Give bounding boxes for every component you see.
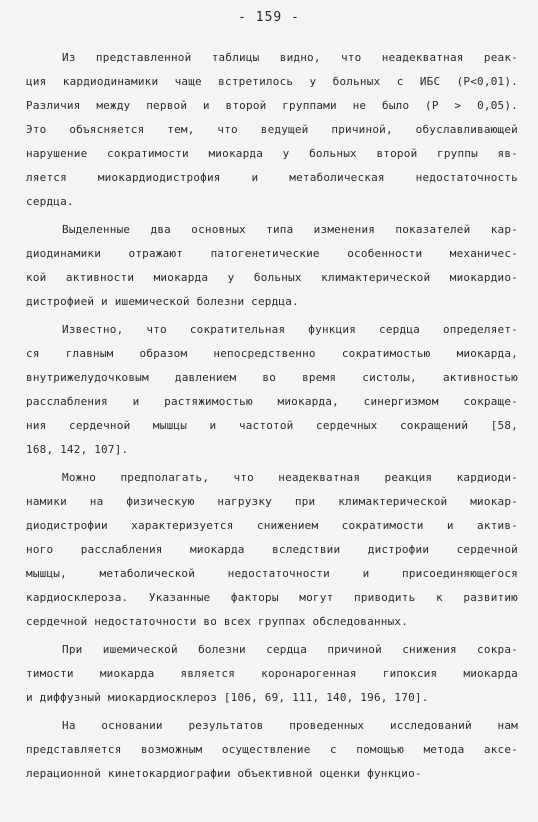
text-line: ция кардиодинамики чаще встретилось у больных с ИБС (P<0,01). xyxy=(26,75,518,88)
text-line: намики на физическую нагрузку при климактерической миокар- xyxy=(26,495,518,508)
text-line: При ишемической болезни сердца причиной снижения сокра- xyxy=(62,643,518,656)
text-line: ного расслабления миокарда вследствии дистрофии сердечной xyxy=(26,543,518,556)
text-line: лерационной кинетокардиографии объективной оценки функцио- xyxy=(26,767,422,780)
text-line: диодинамики отражают патогенетические особенности механичес- xyxy=(26,247,518,260)
text-line: Из представленной таблицы видно, что неадекватная реак- xyxy=(62,51,518,64)
text-line: Известно, что сократительная функция сердца определяет- xyxy=(62,323,518,336)
text-line: диодистрофии характеризуется снижением сократимости и актив- xyxy=(26,519,518,532)
text-line: сердечной недостаточности во всех группах обследованных. xyxy=(26,615,409,628)
text-line: расслабления и растяжимостью миокарда, синергизмом сокраще- xyxy=(26,395,518,408)
text-line: дистрофией и ишемической болезни сердца. xyxy=(26,295,299,308)
text-line: представляется возможным осуществление с помощью метода аксе- xyxy=(26,743,518,756)
paragraph xyxy=(26,218,518,314)
text-line: ния сердечной мышцы и частотой сердечных сокращений [58, xyxy=(26,419,518,432)
text-line: На основании результатов проведенных исследований нам xyxy=(62,719,518,732)
text-line: Различия между первой и второй группами не было (P > 0,05). xyxy=(26,99,518,112)
paragraph xyxy=(26,466,518,634)
text-line: мышцы, метаболической недостаточности и присоединяющегося xyxy=(26,567,518,580)
text-line: Выделенные два основных типа изменения показателей кар- xyxy=(62,223,518,236)
text-line: нарушение сократимости миокарда у больных второй группы яв- xyxy=(26,147,518,160)
text-line: Можно предполагать, что неадекватная реакция кардиоди- xyxy=(62,471,518,484)
paragraph xyxy=(26,318,518,462)
text-line: ляется миокардиодистрофия и метаболическая недостаточность xyxy=(26,171,518,184)
text-line: тимости миокарда является коронарогенная гипоксия миокарда xyxy=(26,667,518,680)
body-text xyxy=(26,46,518,786)
paragraph xyxy=(26,714,518,786)
paragraph xyxy=(26,46,518,214)
page-number: - 159 - xyxy=(238,10,300,25)
paragraph xyxy=(26,638,518,710)
text-line: Это объясняется тем, что ведущей причиной, обуславливающей xyxy=(26,123,518,136)
text-line: сердца. xyxy=(26,195,74,208)
text-line: кардиосклероза. Указанные факторы могут приводить к развитию xyxy=(26,591,518,604)
text-line: 168, 142, 107]. xyxy=(26,443,129,456)
text-line: кой активности миокарда у больных климактерической миокардио- xyxy=(26,271,518,284)
text-line: и диффузный миокардиосклероз [106, 69, 111, 140, 196, 170]. xyxy=(26,691,429,704)
text-line: ся главным образом непосредственно сократимостью миокарда, xyxy=(26,347,518,360)
text-line: внутрижелудочковым давлением во время систолы, активностью xyxy=(26,371,518,384)
